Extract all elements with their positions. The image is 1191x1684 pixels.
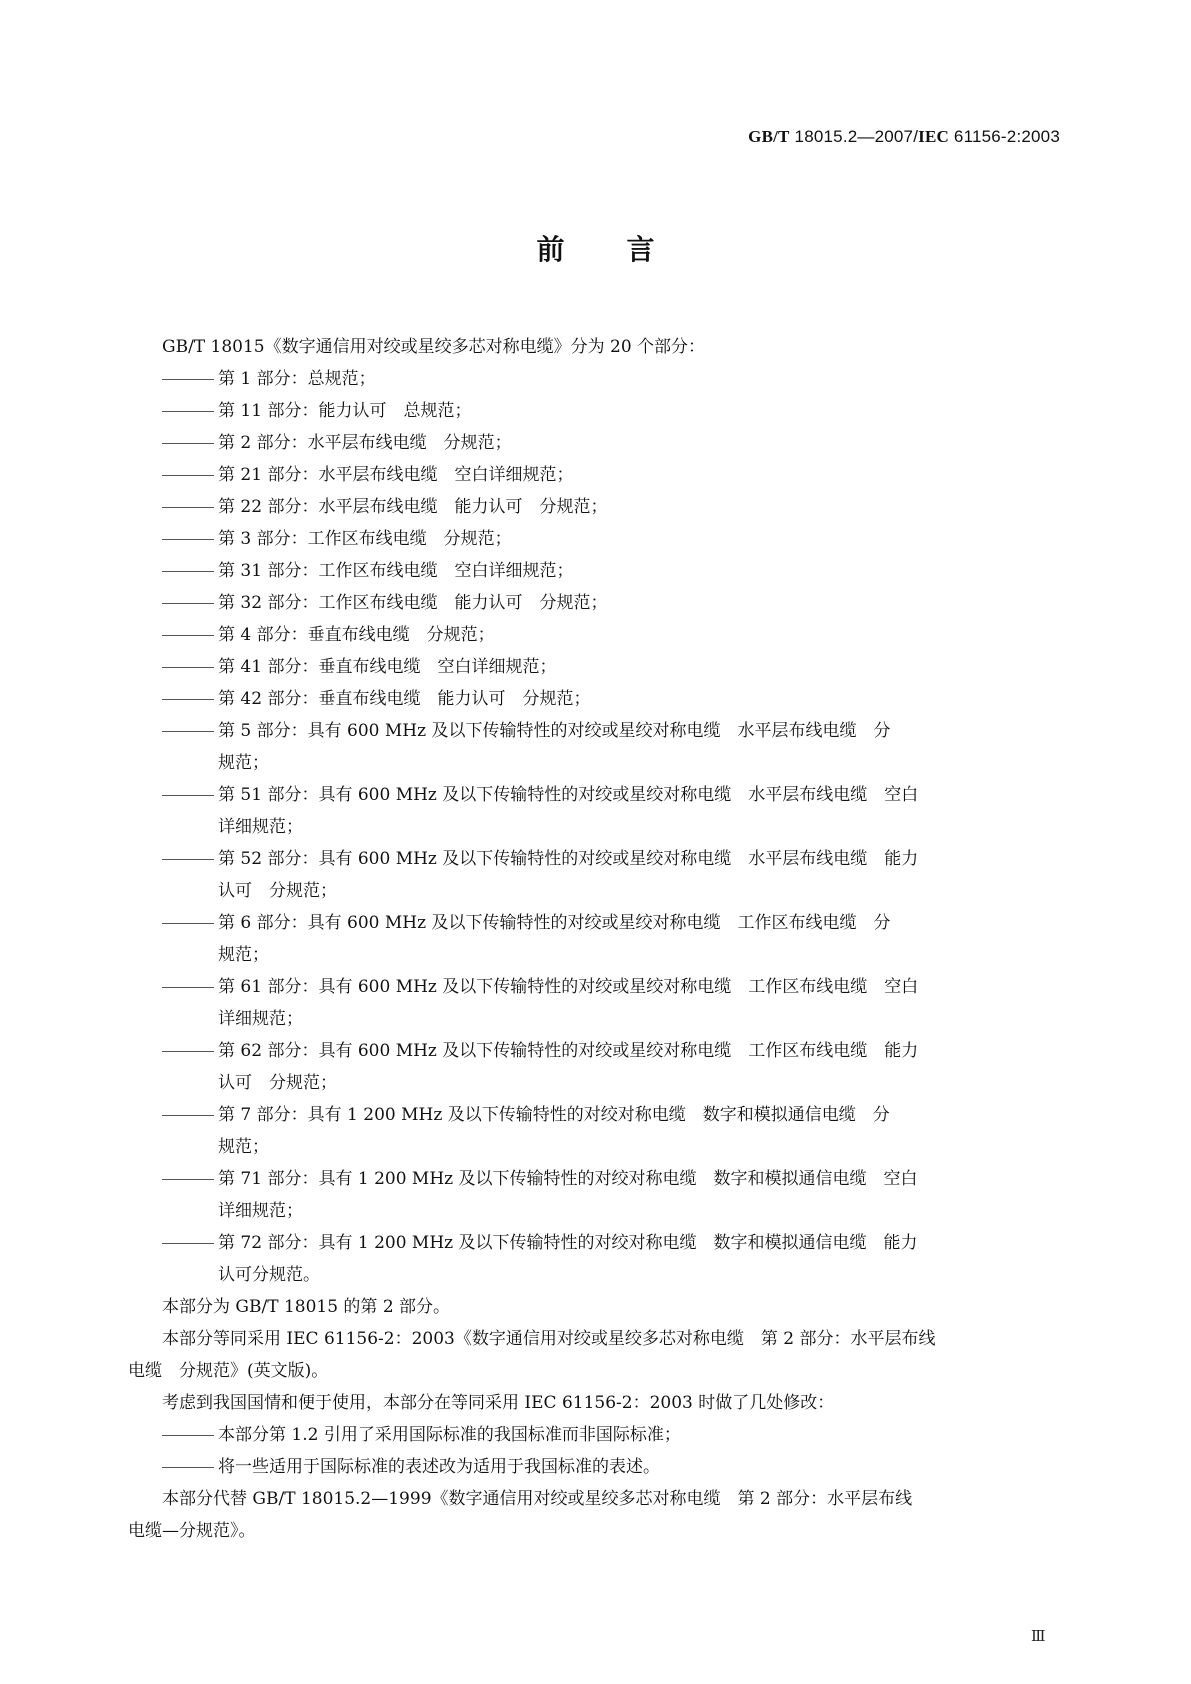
modifications-intro: 考虑到我国国情和便于使用，本部分在等同采用 IEC 61156-2：2003 时做了几处修改：	[162, 1393, 835, 1413]
list-item-part-32: 第 32 部分：工作区布线电缆 能力认可 分规范；	[218, 593, 608, 613]
title-char-1: 前	[536, 233, 565, 266]
statement-part-paragraph: 本部分为 GB/T 18015 的第 2 部分。	[162, 1297, 451, 1317]
list-item-part-5: 第 5 部分：具有 600 MHz 及以下传输特性的对绞或星绞对称电缆 水平层布线电缆 分 规范；	[218, 721, 891, 773]
list-item-part-3: 第 3 部分：工作区布线电缆 分规范；	[218, 529, 512, 549]
list-item-part-72: 第 72 部分：具有 1 200 MHz 及以下传输特性的对绞对称电缆 数字和模拟通信电缆 能力 认可分规范。	[218, 1233, 918, 1285]
page-title	[0, 228, 1191, 268]
list-item-part-61: 第 61 部分：具有 600 MHz 及以下传输特性的对绞或星绞对称电缆 工作区布线电缆 空白 详细规范；	[218, 977, 919, 1029]
foreword-body	[128, 331, 1061, 1547]
standard-iec-prefix: IEC	[918, 127, 949, 146]
standard-iec-number: 61156-2:2003	[953, 127, 1060, 146]
list-item-part-4: 第 4 部分：垂直布线电缆 分规范；	[218, 625, 495, 645]
list-item-part-21: 第 21 部分：水平层布线电缆 空白详细规范；	[218, 465, 574, 485]
title-char-2: 言	[626, 233, 655, 266]
list-item-part-71: 第 71 部分：具有 1 200 MHz 及以下传输特性的对绞对称电缆 数字和模拟通信电缆 空白 详细规范；	[218, 1169, 918, 1221]
list-item-part-62: 第 62 部分：具有 600 MHz 及以下传输特性的对绞或星绞对称电缆 工作区布线电缆 能力 认可 分规范；	[218, 1041, 919, 1093]
standard-gb-number: 18015.2—2007/	[794, 127, 919, 146]
list-item-part-6: 第 6 部分：具有 600 MHz 及以下传输特性的对绞或星绞对称电缆 工作区布线电缆 分 规范；	[218, 913, 891, 965]
list-item-part-2: 第 2 部分：水平层布线电缆 分规范；	[218, 433, 512, 453]
list-item-part-31: 第 31 部分：工作区布线电缆 空白详细规范；	[218, 561, 574, 581]
replaces-paragraph: 本部分代替 GB/T 18015.2—1999《数字通信用对绞或星绞多芯对称电缆 第 2 部分：水平层布线 电缆—分规范》。	[128, 1489, 913, 1541]
list-item-part-1: 第 1 部分：总规范；	[218, 369, 376, 389]
list-item-part-7: 第 7 部分：具有 1 200 MHz 及以下传输特性的对绞对称电缆 数字和模拟通信电缆 分 规范；	[218, 1105, 890, 1157]
intro-paragraph: GB/T 18015《数字通信用对绞或星绞多芯对称电缆》分为 20 个部分：	[162, 337, 706, 357]
list-item-part-41: 第 41 部分：垂直布线电缆 空白详细规范；	[218, 657, 557, 677]
list-item-part-22: 第 22 部分：水平层布线电缆 能力认可 分规范；	[218, 497, 608, 517]
list-item-part-11: 第 11 部分：能力认可 总规范；	[218, 401, 472, 421]
standard-code-header	[748, 127, 1060, 147]
list-item-part-51: 第 51 部分：具有 600 MHz 及以下传输特性的对绞或星绞对称电缆 水平层布线电缆 空白 详细规范；	[218, 785, 919, 837]
standard-gb-prefix: GB/T	[748, 127, 790, 146]
modification-item-1: 本部分第 1.2 引用了采用国际标准的我国标准而非国际标准；	[218, 1425, 681, 1445]
list-item-part-42: 第 42 部分：垂直布线电缆 能力认可 分规范；	[218, 689, 591, 709]
page-number: Ⅲ	[1031, 1627, 1046, 1645]
list-item-part-52: 第 52 部分：具有 600 MHz 及以下传输特性的对绞或星绞对称电缆 水平层布线电缆 能力 认可 分规范；	[218, 849, 919, 901]
adoption-paragraph: 本部分等同采用 IEC 61156-2：2003《数字通信用对绞或星绞多芯对称电缆 第 2 部分：水平层布线 电缆 分规范》(英文版)。	[128, 1329, 936, 1381]
modification-item-2: 将一些适用于国际标准的表述改为适用于我国标准的表述。	[218, 1457, 660, 1477]
